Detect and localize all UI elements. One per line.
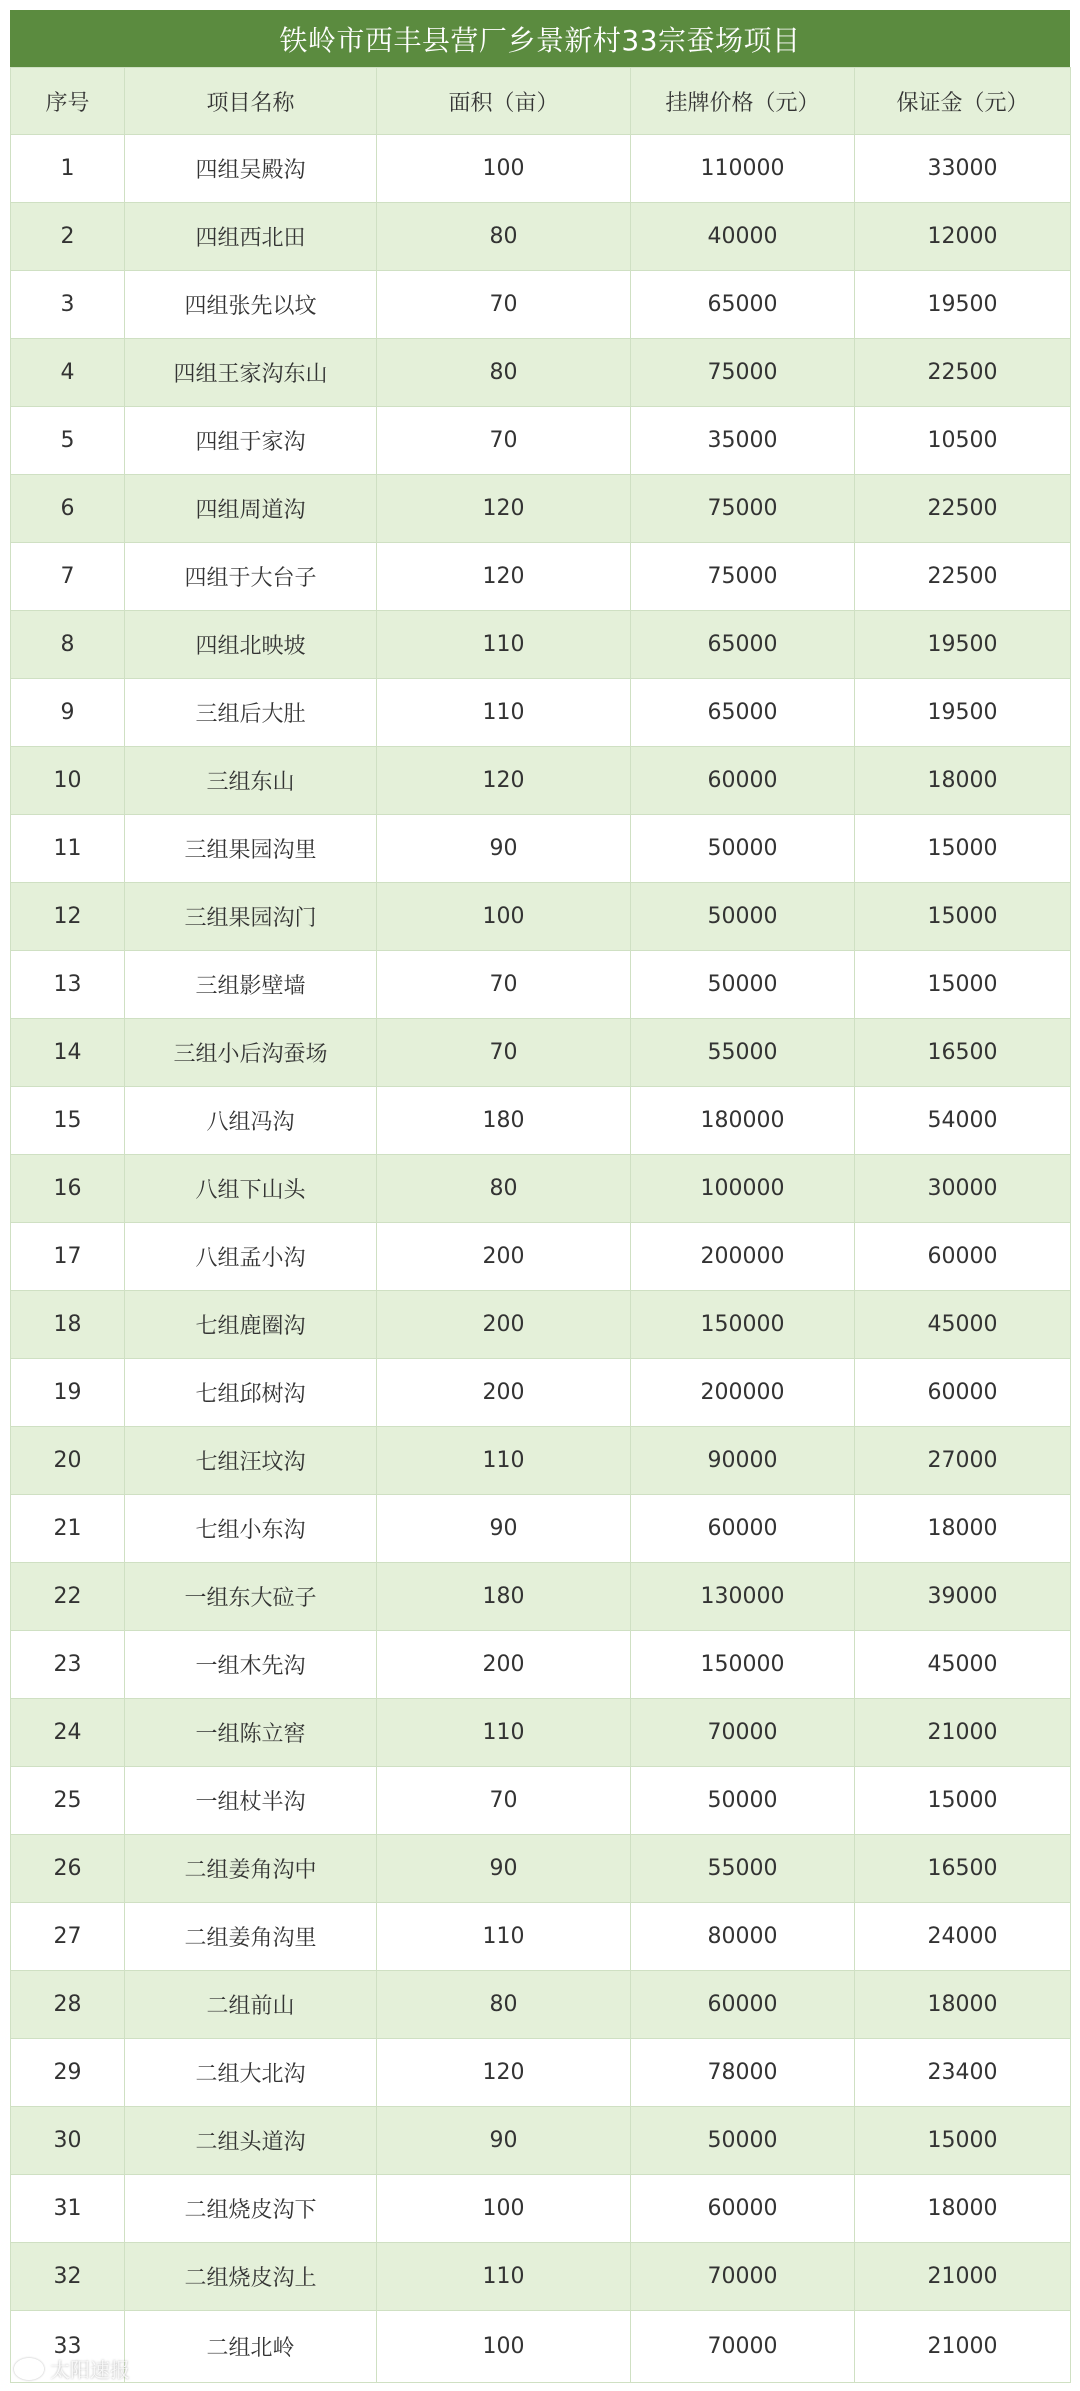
cell-area: 120 bbox=[377, 475, 631, 543]
cell-project-name: 一组陈立窖 bbox=[125, 1699, 377, 1767]
cell-project-name: 三组东山 bbox=[125, 747, 377, 815]
cell-index: 30 bbox=[11, 2107, 125, 2175]
header-index: 序号 bbox=[11, 68, 125, 135]
cell-index: 1 bbox=[11, 135, 125, 203]
cell-listing-price: 75000 bbox=[631, 543, 855, 611]
cell-index: 24 bbox=[11, 1699, 125, 1767]
cell-area: 180 bbox=[377, 1563, 631, 1631]
table-row bbox=[11, 1495, 1071, 1563]
cell-area: 110 bbox=[377, 2243, 631, 2311]
header-area: 面积（亩） bbox=[377, 68, 631, 135]
cell-deposit: 15000 bbox=[855, 1767, 1071, 1835]
cell-index: 4 bbox=[11, 339, 125, 407]
table-row bbox=[11, 1427, 1071, 1495]
cell-index: 6 bbox=[11, 475, 125, 543]
cell-area: 100 bbox=[377, 135, 631, 203]
table-row bbox=[11, 1631, 1071, 1699]
cell-listing-price: 200000 bbox=[631, 1223, 855, 1291]
table-row bbox=[11, 2311, 1071, 2383]
cell-area: 200 bbox=[377, 1631, 631, 1699]
cell-project-name: 一组东大砬子 bbox=[125, 1563, 377, 1631]
cell-area: 200 bbox=[377, 1291, 631, 1359]
table-row bbox=[11, 475, 1071, 543]
cell-listing-price: 50000 bbox=[631, 951, 855, 1019]
cell-project-name: 四组王家沟东山 bbox=[125, 339, 377, 407]
cell-deposit: 15000 bbox=[855, 883, 1071, 951]
cell-project-name: 四组张先以坟 bbox=[125, 271, 377, 339]
header-project-name: 项目名称 bbox=[125, 68, 377, 135]
cell-area: 70 bbox=[377, 271, 631, 339]
cell-listing-price: 50000 bbox=[631, 883, 855, 951]
cell-index: 29 bbox=[11, 2039, 125, 2107]
cell-project-name: 二组烧皮沟下 bbox=[125, 2175, 377, 2243]
table-row bbox=[11, 1087, 1071, 1155]
cell-listing-price: 90000 bbox=[631, 1427, 855, 1495]
cell-listing-price: 78000 bbox=[631, 2039, 855, 2107]
cell-listing-price: 50000 bbox=[631, 815, 855, 883]
cell-index: 23 bbox=[11, 1631, 125, 1699]
cell-listing-price: 60000 bbox=[631, 747, 855, 815]
cell-listing-price: 55000 bbox=[631, 1019, 855, 1087]
cell-listing-price: 150000 bbox=[631, 1291, 855, 1359]
cell-listing-price: 65000 bbox=[631, 679, 855, 747]
cell-index: 15 bbox=[11, 1087, 125, 1155]
cell-project-name: 三组小后沟蚕场 bbox=[125, 1019, 377, 1087]
cell-listing-price: 50000 bbox=[631, 2107, 855, 2175]
table-title: 铁岭市西丰县营厂乡景新村33宗蚕场项目 bbox=[10, 10, 1070, 67]
cell-index: 12 bbox=[11, 883, 125, 951]
table-row bbox=[11, 1155, 1071, 1223]
cell-deposit: 22500 bbox=[855, 543, 1071, 611]
cell-area: 80 bbox=[377, 339, 631, 407]
cell-project-name: 二组头道沟 bbox=[125, 2107, 377, 2175]
cell-index: 33 bbox=[11, 2311, 125, 2383]
cell-area: 80 bbox=[377, 1971, 631, 2039]
table-row bbox=[11, 883, 1071, 951]
cell-area: 110 bbox=[377, 611, 631, 679]
cell-index: 27 bbox=[11, 1903, 125, 1971]
table-row bbox=[11, 271, 1071, 339]
cell-area: 90 bbox=[377, 1835, 631, 1903]
cell-index: 22 bbox=[11, 1563, 125, 1631]
cell-project-name: 二组北岭 bbox=[125, 2311, 377, 2383]
cell-index: 9 bbox=[11, 679, 125, 747]
cell-listing-price: 60000 bbox=[631, 2175, 855, 2243]
cell-project-name: 三组果园沟门 bbox=[125, 883, 377, 951]
table-row bbox=[11, 815, 1071, 883]
cell-deposit: 16500 bbox=[855, 1019, 1071, 1087]
cell-project-name: 三组果园沟里 bbox=[125, 815, 377, 883]
table-row bbox=[11, 747, 1071, 815]
cell-project-name: 三组影壁墙 bbox=[125, 951, 377, 1019]
cell-index: 32 bbox=[11, 2243, 125, 2311]
cell-listing-price: 110000 bbox=[631, 135, 855, 203]
table-row bbox=[11, 1291, 1071, 1359]
cell-deposit: 22500 bbox=[855, 339, 1071, 407]
cell-area: 110 bbox=[377, 1427, 631, 1495]
cell-project-name: 七组鹿圈沟 bbox=[125, 1291, 377, 1359]
cell-index: 14 bbox=[11, 1019, 125, 1087]
cell-area: 80 bbox=[377, 1155, 631, 1223]
cell-listing-price: 55000 bbox=[631, 1835, 855, 1903]
cell-area: 70 bbox=[377, 1767, 631, 1835]
cell-area: 120 bbox=[377, 747, 631, 815]
cell-deposit: 27000 bbox=[855, 1427, 1071, 1495]
table-row bbox=[11, 1563, 1071, 1631]
cell-area: 120 bbox=[377, 2039, 631, 2107]
cell-listing-price: 100000 bbox=[631, 1155, 855, 1223]
cell-deposit: 21000 bbox=[855, 2243, 1071, 2311]
cell-deposit: 21000 bbox=[855, 1699, 1071, 1767]
cell-deposit: 19500 bbox=[855, 611, 1071, 679]
cell-listing-price: 80000 bbox=[631, 1903, 855, 1971]
cell-project-name: 二组前山 bbox=[125, 1971, 377, 2039]
cell-area: 100 bbox=[377, 883, 631, 951]
cell-area: 200 bbox=[377, 1223, 631, 1291]
cell-area: 90 bbox=[377, 1495, 631, 1563]
cell-deposit: 15000 bbox=[855, 951, 1071, 1019]
cell-area: 100 bbox=[377, 2311, 631, 2383]
header-deposit: 保证金（元） bbox=[855, 68, 1071, 135]
cell-listing-price: 65000 bbox=[631, 611, 855, 679]
cell-project-name: 二组烧皮沟上 bbox=[125, 2243, 377, 2311]
cell-deposit: 19500 bbox=[855, 679, 1071, 747]
cell-project-name: 四组于家沟 bbox=[125, 407, 377, 475]
cell-area: 80 bbox=[377, 203, 631, 271]
cell-deposit: 16500 bbox=[855, 1835, 1071, 1903]
cell-listing-price: 60000 bbox=[631, 1495, 855, 1563]
cell-project-name: 七组汪坟沟 bbox=[125, 1427, 377, 1495]
cell-area: 180 bbox=[377, 1087, 631, 1155]
table-row bbox=[11, 951, 1071, 1019]
cell-index: 11 bbox=[11, 815, 125, 883]
table-row bbox=[11, 407, 1071, 475]
cell-project-name: 八组冯沟 bbox=[125, 1087, 377, 1155]
cell-index: 31 bbox=[11, 2175, 125, 2243]
cell-project-name: 二组姜角沟里 bbox=[125, 1903, 377, 1971]
table-row bbox=[11, 1835, 1071, 1903]
cell-deposit: 18000 bbox=[855, 2175, 1071, 2243]
cell-index: 20 bbox=[11, 1427, 125, 1495]
table-row bbox=[11, 1699, 1071, 1767]
cell-project-name: 四组北映坡 bbox=[125, 611, 377, 679]
cell-index: 18 bbox=[11, 1291, 125, 1359]
cell-deposit: 45000 bbox=[855, 1631, 1071, 1699]
cell-index: 5 bbox=[11, 407, 125, 475]
cell-index: 21 bbox=[11, 1495, 125, 1563]
table-header bbox=[11, 68, 1071, 135]
header-row bbox=[11, 68, 1071, 135]
cell-deposit: 18000 bbox=[855, 1495, 1071, 1563]
cell-deposit: 15000 bbox=[855, 815, 1071, 883]
table-row bbox=[11, 2107, 1071, 2175]
cell-project-name: 四组吴殿沟 bbox=[125, 135, 377, 203]
cell-project-name: 二组姜角沟中 bbox=[125, 1835, 377, 1903]
table-row bbox=[11, 611, 1071, 679]
cell-listing-price: 150000 bbox=[631, 1631, 855, 1699]
cell-project-name: 四组于大台子 bbox=[125, 543, 377, 611]
table-row bbox=[11, 2243, 1071, 2311]
table-row bbox=[11, 2175, 1071, 2243]
cell-area: 70 bbox=[377, 407, 631, 475]
table-row bbox=[11, 1019, 1071, 1087]
cell-deposit: 12000 bbox=[855, 203, 1071, 271]
cell-listing-price: 70000 bbox=[631, 2311, 855, 2383]
table-row bbox=[11, 679, 1071, 747]
cell-index: 7 bbox=[11, 543, 125, 611]
cell-deposit: 30000 bbox=[855, 1155, 1071, 1223]
cell-index: 8 bbox=[11, 611, 125, 679]
cell-listing-price: 180000 bbox=[631, 1087, 855, 1155]
cell-index: 10 bbox=[11, 747, 125, 815]
table-row bbox=[11, 203, 1071, 271]
cell-area: 110 bbox=[377, 1903, 631, 1971]
cell-listing-price: 50000 bbox=[631, 1767, 855, 1835]
cell-project-name: 一组杖半沟 bbox=[125, 1767, 377, 1835]
cell-deposit: 39000 bbox=[855, 1563, 1071, 1631]
cell-listing-price: 75000 bbox=[631, 339, 855, 407]
cell-listing-price: 200000 bbox=[631, 1359, 855, 1427]
cell-listing-price: 75000 bbox=[631, 475, 855, 543]
cell-deposit: 24000 bbox=[855, 1903, 1071, 1971]
cell-index: 19 bbox=[11, 1359, 125, 1427]
cell-deposit: 60000 bbox=[855, 1359, 1071, 1427]
watermark-logo-icon bbox=[14, 2358, 44, 2380]
cell-area: 200 bbox=[377, 1359, 631, 1427]
cell-project-name: 八组下山头 bbox=[125, 1155, 377, 1223]
watermark-text: 太阳速报 bbox=[50, 2358, 130, 2382]
cell-deposit: 22500 bbox=[855, 475, 1071, 543]
table-row bbox=[11, 1359, 1071, 1427]
project-table bbox=[10, 67, 1071, 2383]
cell-listing-price: 60000 bbox=[631, 1971, 855, 2039]
cell-listing-price: 65000 bbox=[631, 271, 855, 339]
cell-index: 25 bbox=[11, 1767, 125, 1835]
table-row bbox=[11, 2039, 1071, 2107]
table-row bbox=[11, 339, 1071, 407]
table-row bbox=[11, 1971, 1071, 2039]
cell-index: 17 bbox=[11, 1223, 125, 1291]
cell-project-name: 三组后大肚 bbox=[125, 679, 377, 747]
cell-area: 70 bbox=[377, 1019, 631, 1087]
cell-index: 28 bbox=[11, 1971, 125, 2039]
header-listing-price: 挂牌价格（元） bbox=[631, 68, 855, 135]
cell-deposit: 19500 bbox=[855, 271, 1071, 339]
table-row bbox=[11, 1767, 1071, 1835]
cell-area: 90 bbox=[377, 2107, 631, 2175]
watermark bbox=[14, 2354, 130, 2383]
cell-project-name: 七组邱树沟 bbox=[125, 1359, 377, 1427]
cell-listing-price: 40000 bbox=[631, 203, 855, 271]
cell-deposit: 45000 bbox=[855, 1291, 1071, 1359]
table-row bbox=[11, 135, 1071, 203]
table-row bbox=[11, 543, 1071, 611]
cell-area: 100 bbox=[377, 2175, 631, 2243]
cell-deposit: 33000 bbox=[855, 135, 1071, 203]
cell-listing-price: 70000 bbox=[631, 1699, 855, 1767]
cell-deposit: 15000 bbox=[855, 2107, 1071, 2175]
cell-project-name: 八组孟小沟 bbox=[125, 1223, 377, 1291]
cell-index: 13 bbox=[11, 951, 125, 1019]
cell-index: 26 bbox=[11, 1835, 125, 1903]
cell-project-name: 四组西北田 bbox=[125, 203, 377, 271]
cell-index: 2 bbox=[11, 203, 125, 271]
cell-project-name: 七组小东沟 bbox=[125, 1495, 377, 1563]
cell-deposit: 21000 bbox=[855, 2311, 1071, 2383]
cell-deposit: 10500 bbox=[855, 407, 1071, 475]
cell-deposit: 23400 bbox=[855, 2039, 1071, 2107]
table-row bbox=[11, 1223, 1071, 1291]
cell-area: 90 bbox=[377, 815, 631, 883]
cell-index: 3 bbox=[11, 271, 125, 339]
cell-project-name: 一组木先沟 bbox=[125, 1631, 377, 1699]
cell-deposit: 18000 bbox=[855, 1971, 1071, 2039]
cell-project-name: 二组大北沟 bbox=[125, 2039, 377, 2107]
cell-deposit: 60000 bbox=[855, 1223, 1071, 1291]
cell-listing-price: 35000 bbox=[631, 407, 855, 475]
table-body bbox=[11, 135, 1071, 2383]
cell-index: 16 bbox=[11, 1155, 125, 1223]
table-row bbox=[11, 1903, 1071, 1971]
cell-deposit: 54000 bbox=[855, 1087, 1071, 1155]
cell-area: 120 bbox=[377, 543, 631, 611]
cell-deposit: 18000 bbox=[855, 747, 1071, 815]
cell-area: 110 bbox=[377, 1699, 631, 1767]
cell-listing-price: 130000 bbox=[631, 1563, 855, 1631]
cell-area: 110 bbox=[377, 679, 631, 747]
cell-project-name: 四组周道沟 bbox=[125, 475, 377, 543]
cell-area: 70 bbox=[377, 951, 631, 1019]
project-sheet bbox=[10, 10, 1070, 2383]
cell-listing-price: 70000 bbox=[631, 2243, 855, 2311]
